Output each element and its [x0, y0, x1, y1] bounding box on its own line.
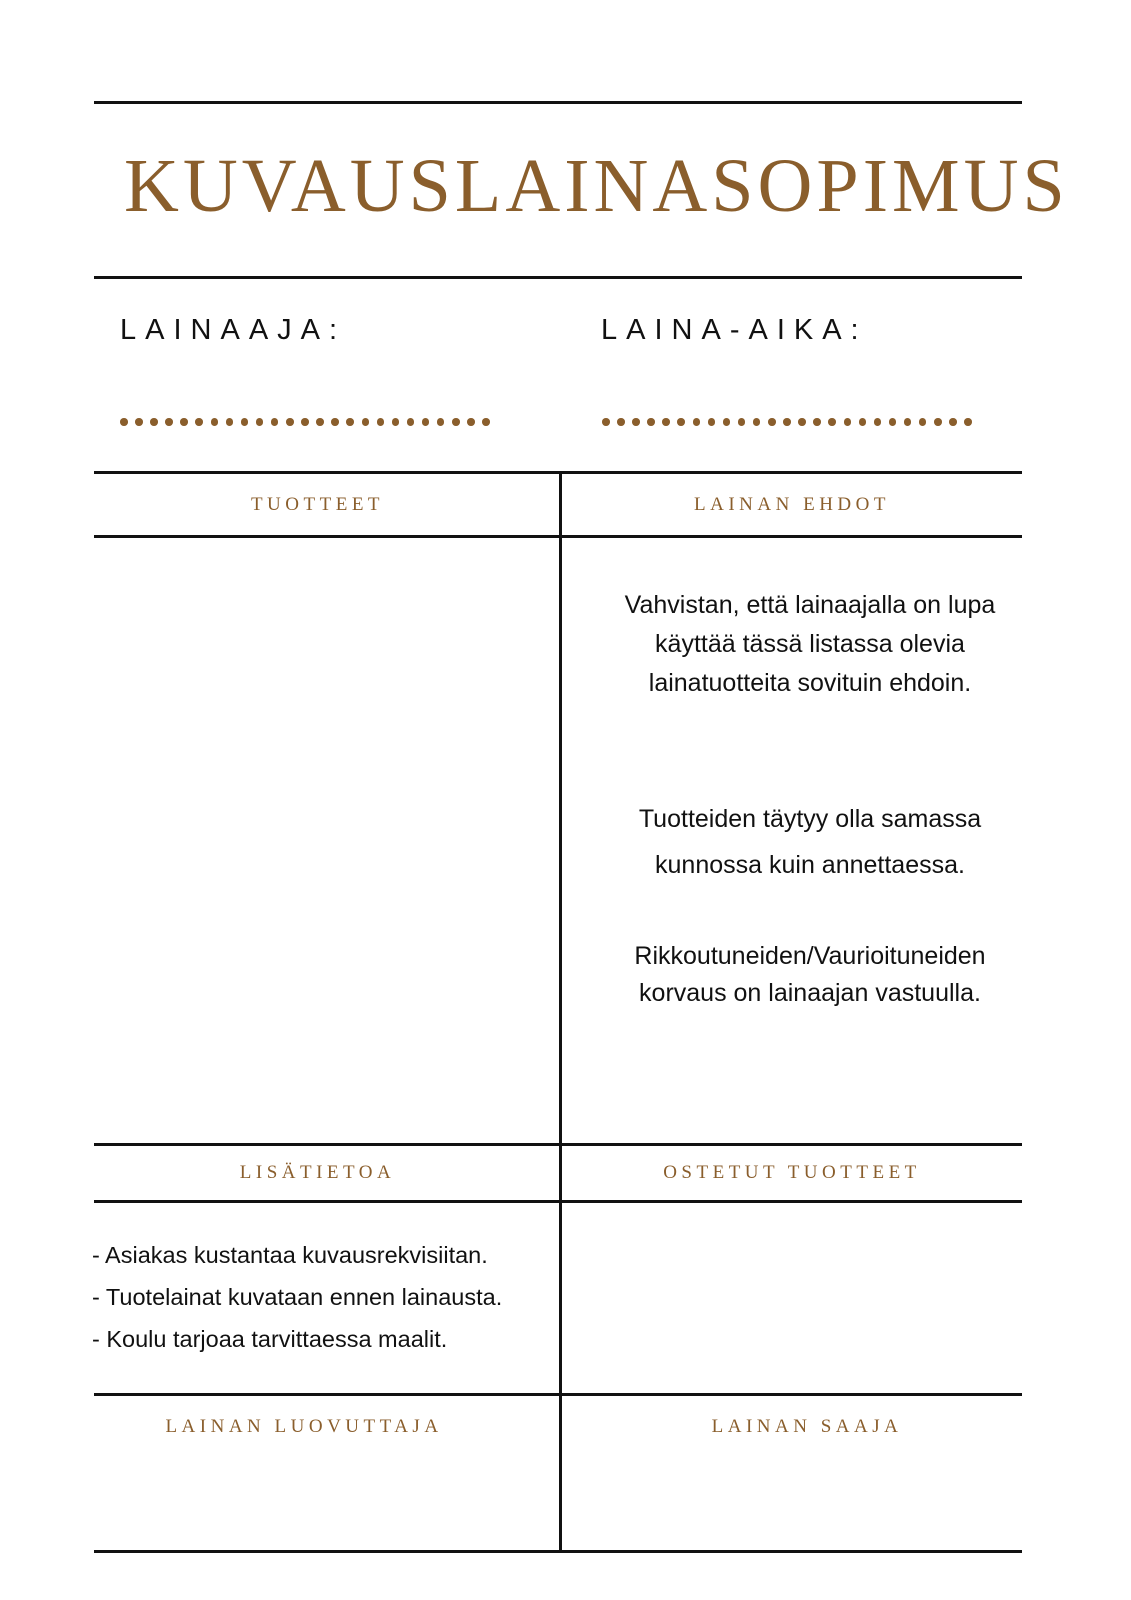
dot: [647, 418, 655, 426]
dot: [331, 418, 339, 426]
middle-header-bottom-rule: [94, 1200, 1022, 1203]
dot: [828, 418, 836, 426]
table-top-rule: [94, 471, 1022, 474]
terms-line: kunnossa kuin annettaessa.: [655, 851, 965, 879]
top-rule: [94, 101, 1022, 104]
dot: [949, 418, 957, 426]
dot: [346, 418, 354, 426]
additional-info-list: [92, 1240, 502, 1366]
dot: [844, 418, 852, 426]
dot: [768, 418, 776, 426]
dot: [708, 418, 716, 426]
bottom-rule: [94, 1550, 1022, 1553]
dot: [859, 418, 867, 426]
dot: [271, 418, 279, 426]
dot: [377, 418, 385, 426]
dot: [241, 418, 249, 426]
dot: [889, 418, 897, 426]
list-item: - Tuotelainat kuvataan ennen lainausta.: [92, 1284, 503, 1310]
dot: [874, 418, 882, 426]
header-bottom-rule: [94, 535, 1022, 538]
terms-line: Rikkoutuneiden/Vaurioituneiden: [634, 942, 986, 970]
dot: [798, 418, 806, 426]
dot: [120, 418, 128, 426]
terms-line: lainatuotteita sovituin ehdoin.: [648, 669, 972, 697]
dot: [693, 418, 701, 426]
title-bottom-rule: [94, 276, 1022, 279]
loan-period-label: LAINA-AIKA:: [601, 314, 868, 346]
terms-paragraph-1: [590, 586, 1030, 703]
dot: [316, 418, 324, 426]
dot: [150, 418, 158, 426]
dot: [407, 418, 415, 426]
dot: [452, 418, 460, 426]
dot: [286, 418, 294, 426]
products-heading: TUOTTEET: [250, 494, 385, 515]
lender-heading: LAINAN LUOVUTTAJA: [165, 1416, 443, 1437]
dot: [632, 418, 640, 426]
dot: [301, 418, 309, 426]
dot: [226, 418, 234, 426]
terms-line: korvaus on lainaajan vastuulla.: [639, 979, 981, 1007]
terms-paragraph-2: [590, 796, 1030, 888]
terms-paragraph-3: [590, 938, 1030, 1012]
dot: [964, 418, 972, 426]
loan-period-dotted-line: [602, 418, 972, 428]
additional-info-heading: LISÄTIETOA: [239, 1162, 396, 1183]
list-item: - Asiakas kustantaa kuvausrekvisiitan.: [92, 1242, 488, 1268]
dot: [934, 418, 942, 426]
recipient-heading: LAINAN SAAJA: [711, 1416, 903, 1437]
dot: [482, 418, 490, 426]
dot: [738, 418, 746, 426]
borrower-label: LAINAAJA:: [120, 314, 347, 346]
middle-section-rule: [94, 1143, 1022, 1146]
dot: [195, 418, 203, 426]
dot: [256, 418, 264, 426]
dot: [135, 418, 143, 426]
dot: [437, 418, 445, 426]
dot: [723, 418, 731, 426]
dot: [677, 418, 685, 426]
dot: [617, 418, 625, 426]
terms-line: Vahvistan, että lainaajalla on lupa: [624, 591, 996, 619]
dot: [813, 418, 821, 426]
signature-top-rule: [94, 1393, 1022, 1396]
dot: [904, 418, 912, 426]
document-title: KUVAUSLAINASOPIMUS: [124, 144, 1069, 228]
dot: [180, 418, 188, 426]
dot: [467, 418, 475, 426]
dot: [662, 418, 670, 426]
borrower-dotted-line: [120, 418, 490, 428]
terms-line: käyttää tässä listassa olevia: [655, 630, 965, 658]
dot: [602, 418, 610, 426]
column-divider: [559, 471, 562, 1553]
dot: [422, 418, 430, 426]
dot: [919, 418, 927, 426]
dot: [392, 418, 400, 426]
dot: [753, 418, 761, 426]
list-item: - Koulu tarjoaa tarvittaessa maalit.: [92, 1326, 448, 1352]
dot: [165, 418, 173, 426]
dot: [783, 418, 791, 426]
dot: [362, 418, 370, 426]
dot: [211, 418, 219, 426]
loan-terms-heading: LAINAN EHDOT: [694, 494, 890, 515]
purchased-products-heading: OSTETUT TUOTTEET: [663, 1162, 921, 1183]
terms-line: Tuotteiden täytyy olla samassa: [638, 805, 982, 833]
